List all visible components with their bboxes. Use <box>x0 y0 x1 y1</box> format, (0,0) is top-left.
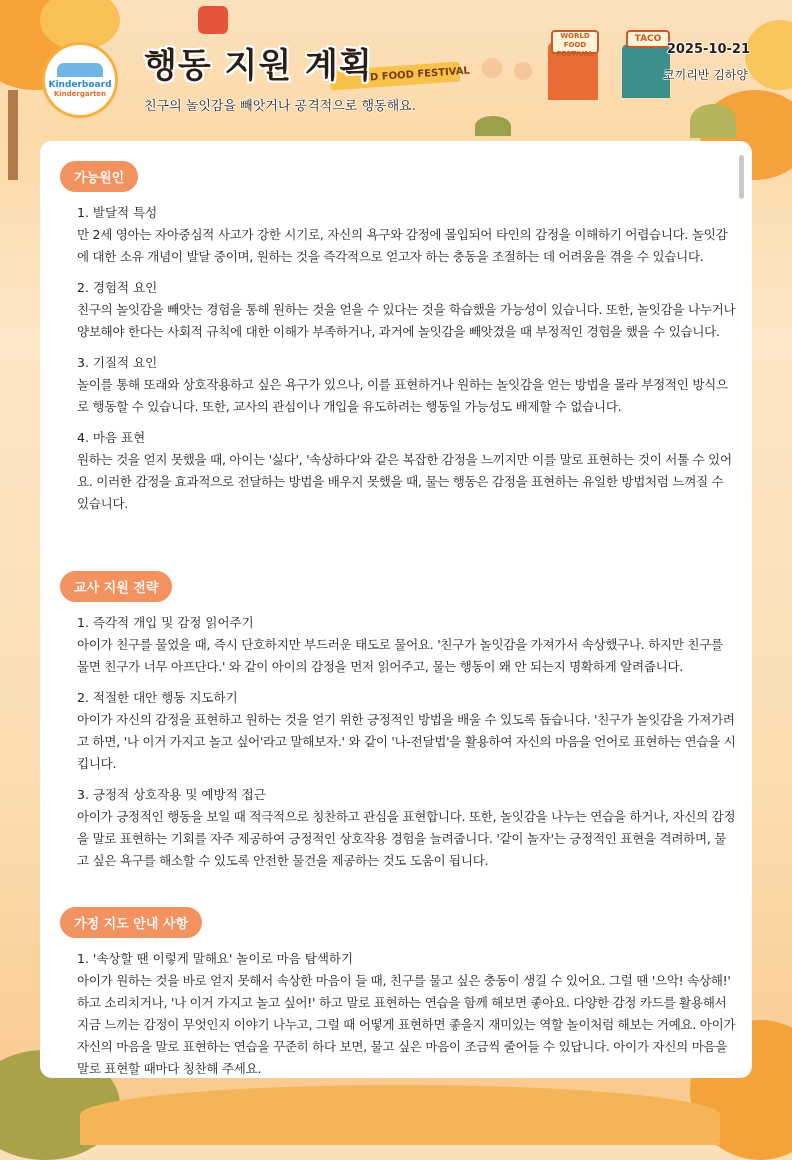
child-character-1 <box>482 58 502 78</box>
item-title: 3. 긍정적 상호작용 및 예방적 접근 <box>77 787 266 802</box>
logo-subtitle: Kindergarten <box>53 89 107 98</box>
item-body: 만 2세 영아는 자아중심적 사고가 강한 시기로, 자신의 욕구와 감정에 몰입되어 타인의 감정을 이해하기 어렵습니다. 놀잇감에 대한 소유 개념이 발달 중이며, 원하는 것을 즉각적으로 얻고자 하는 충동을 조절하는 데 어려움을 겪을 수 있습니다. <box>77 227 728 264</box>
list-item <box>60 948 736 1078</box>
list-item <box>60 202 728 268</box>
plan-date: 2025-10-21 <box>666 42 750 57</box>
item-body: 아이가 원하는 것을 바로 얻지 못해서 속상한 마음이 들 때, 친구를 물고 싶은 충동이 생길 수 있어요. 그럴 땐 '으악! 속상해!' 하고 소리치거나, '나 이거 가지고 놀고 싶어!' 하고 말로 표현하는 연습을 함께 해보면 좋아요. 다양한 감정 카드를 활용해서 지금 느끼는 감정이 무엇인지 이야기 나누고, 그럴 때 어떻게 표현하면 좋을지 재미있는 역할 놀이처럼 해보는 거예요. 아이가 자신의 마음을 말로 표현하는 연습을 꾸준히 하다 보면, 물고 싶은 마음이 조금씩 줄어들 수 있답니다. 아이가 자신의 마음을 말로 표현할 때마다 칭찬해 주세요. <box>77 973 736 1076</box>
sushi-drum-icon <box>198 6 228 34</box>
item-title: 1. 발달적 특성 <box>77 205 158 220</box>
section-label: 가능원인 <box>60 161 138 192</box>
item-title: 1. '속상할 땐 이렇게 말해요' 놀이로 마음 탐색하기 <box>77 951 354 966</box>
item-body: 놀이를 통해 또래와 상호작용하고 싶은 욕구가 있으나, 이를 표현하거나 원하는 놀잇감을 얻는 방법을 몰라 부정적인 방식으로 행동할 수 있습니다. 또한, 교사의 관심이나 개입을 유도하려는 행동일 가능성도 배제할 수 없습니다. <box>77 377 728 414</box>
item-title: 1. 즉각적 개입 및 감정 읽어주기 <box>77 615 254 630</box>
section-label: 교사 지원 전략 <box>60 571 172 602</box>
content-card[interactable] <box>40 141 752 1078</box>
festival-ribbon-text: D FOOD FESTIVAL <box>369 65 471 84</box>
section-home-guidance <box>60 907 736 1078</box>
kindergarten-logo <box>42 42 118 118</box>
logo-name: Kinderboard <box>48 79 112 90</box>
item-title: 3. 기질적 요인 <box>77 355 158 370</box>
food-stall-world-sign: WORLD FOOD FESTIVAL <box>551 30 599 54</box>
tree-trunk <box>8 90 18 180</box>
child-character-2 <box>514 62 532 80</box>
item-title: 2. 경험적 요인 <box>77 280 158 295</box>
class-teacher-info: 코끼리반 김하양 <box>663 68 748 82</box>
item-body: 친구의 놀잇감을 빼앗는 경험을 통해 원하는 것을 얻을 수 있다는 것을 학습했을 가능성이 있습니다. 또한, 놀잇감을 나누거나 양보해야 한다는 사회적 규칙에 대한 이해가 부족하거나, 과거에 놀잇감을 빼앗겼을 때 부정적인 경험을 했을 수 있습니다. <box>77 302 736 339</box>
page-subtitle: 친구의 놀잇감을 빼앗거나 공격적으로 행동해요. <box>144 99 416 114</box>
list-item <box>60 427 732 515</box>
taco-stall-sign: TACO <box>626 30 670 48</box>
item-title: 2. 적절한 대안 행동 지도하기 <box>77 690 238 705</box>
list-item <box>60 612 723 678</box>
item-title: 4. 마음 표현 <box>77 430 146 445</box>
list-item <box>60 687 736 775</box>
item-body: 아이가 친구를 물었을 때, 즉시 단호하지만 부드러운 태도로 물어요. '친구가 놀잇감을 가져가서 속상했구나. 하지만 친구를 물면 친구가 너무 아프단다.' 와 같이 아이의 감정을 먼저 읽어주고, 물는 행동이 왜 안 되는지 명확하게 알려줍니다. <box>77 637 723 674</box>
item-body: 아이가 자신의 감정을 표현하고 원하는 것을 얻기 위한 긍정적인 방법을 배울 수 있도록 돕습니다. '친구가 놀잇감을 가져가려고 하면, '나 이거 가지고 놀고 싶어'라고 말해보자.' 와 같이 '나-전달법'을 활용하여 자신의 마음을 언어로 표현하는 연습을 시킵니다. <box>77 712 736 771</box>
bush-mid <box>475 116 511 136</box>
section-teacher-strategy <box>60 571 736 881</box>
ground-bottom <box>80 1085 720 1145</box>
list-item <box>60 352 728 418</box>
logo-illustration <box>57 63 103 77</box>
item-body: 원하는 것을 얻지 못했을 때, 아이는 '싫다', '속상하다'와 같은 복잡한 감정을 느끼지만 이를 말로 표현하는 것이 서툴 수 있어요. 이러한 감정을 효과적으로 전달하는 방법을 배우지 못했을 때, 물는 행동은 감정을 표현하는 유일한 방법처럼 느껴질 수 있습니다. <box>77 452 732 511</box>
tree-right-2 <box>745 20 792 90</box>
item-body: 아이가 긍정적인 행동을 보일 때 적극적으로 칭찬하고 관심을 표현합니다. 또한, 놀잇감을 나누는 연습을 하거나, 자신의 감정을 말로 표현하는 기회를 자주 제공하여 긍정적인 상호작용 경험을 늘려줍니다. '같이 놀자'는 긍정적인 표현을 격려하며, 물고 싶은 욕구를 해소할 수 있도록 안전한 물건을 제공하는 것도 도움이 됩니다. <box>77 809 736 868</box>
list-item <box>60 277 736 343</box>
scrollbar-thumb[interactable] <box>739 155 744 199</box>
section-possible-causes <box>60 161 736 524</box>
list-item <box>60 784 736 872</box>
page-title: 행동 지원 계획 <box>144 46 373 86</box>
section-label: 가정 지도 안내 사항 <box>60 907 202 938</box>
bush-right <box>690 104 736 138</box>
